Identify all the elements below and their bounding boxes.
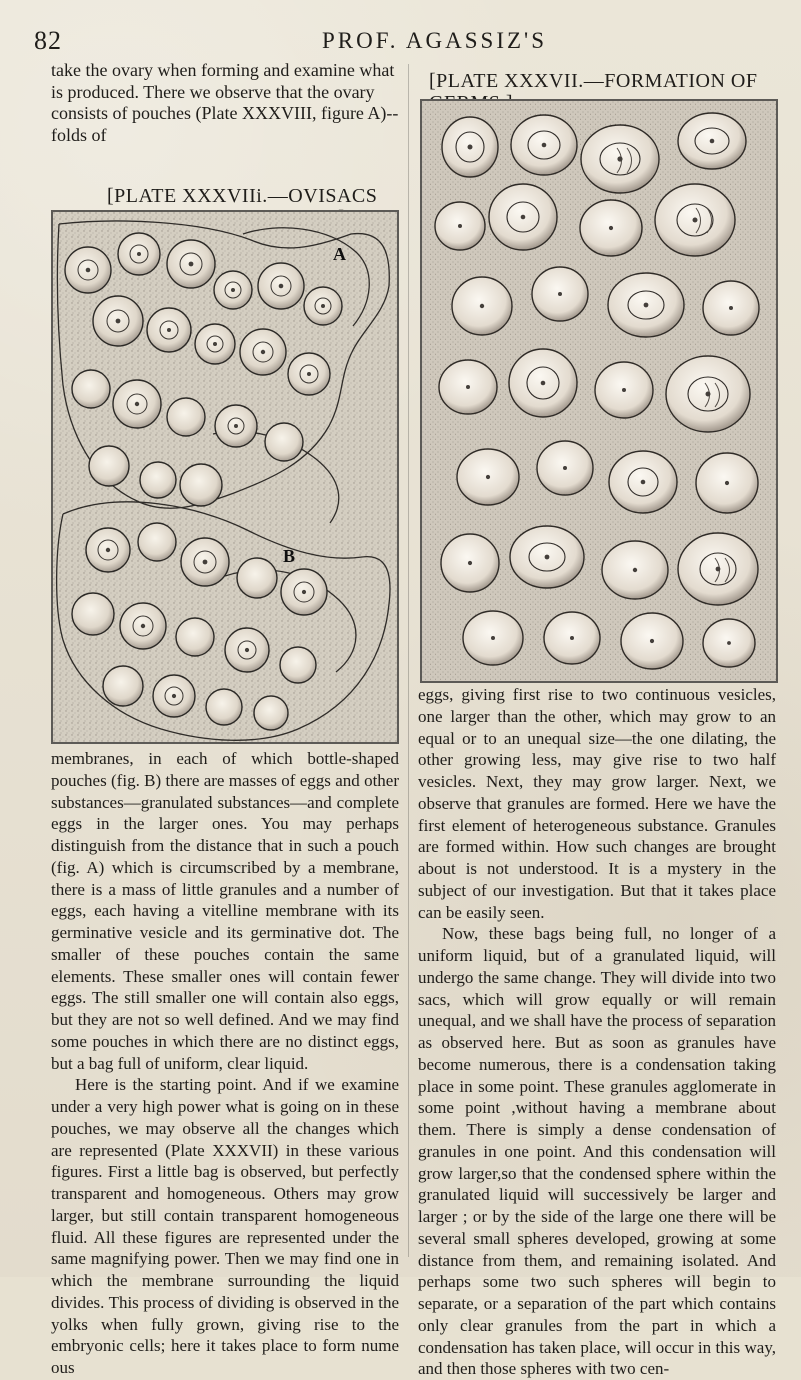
right-column	[418, 60, 776, 1379]
left-plate-caption: [PLATE XXXVIIi.—OVISACS	[107, 185, 378, 207]
right-paragraph-2: Now, these bags being full, no longer of a uniform liquid, but of a granulated liquid, will undergo the same change. They will divide into two sacs, which will grow equally or will remain unequal, and we shall have the process of separation as observed here. But as soon as granules have become numerous, there is a condensation taking place in some point. These granules agglomerate in some point ,without having a membrane about them. There is simply a dense condensation of granules in one point. And this condensation will grow larger,so that the condensed sphere within the granulated liquid will successively be larger and larger ; or by the side of the large one there will be several small spheres developed, growing at some distance from them, and remaining isolated. And perhaps some two such spheres will begin to separate, or a separation of the part which contains only clear granules from the part in which a condensation has taken place, will occur in this way, and then those spheres with two cen-	[418, 924, 776, 1379]
figure-label-b: B	[283, 546, 296, 566]
page-number: 82	[34, 26, 62, 55]
right-plate-caption: [PLATE XXXVII.—FORMATION OF	[429, 70, 758, 92]
germs-plate-illustration	[420, 99, 778, 683]
ovisacs-plate-illustration	[51, 210, 399, 744]
figure-label-a: A	[333, 244, 346, 264]
column-divider	[408, 64, 409, 1257]
right-body-text	[418, 684, 776, 1380]
running-head: PROF. AGASSIZ'S	[322, 28, 547, 53]
page-header	[34, 12, 774, 55]
right-paragraph-1: eggs, giving first rise to two continuous vesicles, one larger than the other, which may grow to an equal or to an unequal size—the one dilating, the other growing less, may give rise to two half vesicles. Next, they may grow larger. Next, we observe that granules are formed. Here we have the first element of heterogeneous substance. Granules are formed within. How such changes are brought about is not understood. It is a mystery in the subject of our investigation. But that it takes place can be easily seen.	[418, 685, 776, 922]
left-paragraph-1: membranes, in each of which bottle-shaped pouches (fig. B) there are masses of eggs and other substances—granulated substances—and complete eggs in the larger ones. You may perhaps distinguish from the distance that in such a pouch (fig. A) which is circumscribed by a membrane, there is a mass of little granules and a number of eggs, each having a vitelline membrane with its germinative vesicle and its germinative dot. The smaller of these pouches contain the same elements. These smaller ones will contain fewer eggs. The still smaller one will contain also eggs, but they are not so well defined. And we may find some pouches in which there are no distinct eggs, but a bag full of uniform, clear liquid.	[51, 749, 399, 1073]
left-paragraph-2: Here is the starting point. And if we examine under a very high power what is going on in these pouches, we may observe all the changes which are represented (Plate XXXVII) in these various figures. First a little bag is observed, but perfectly transparent and homogeneous. Others may grow larger, but still contain transparent homogeneous fluid. All these figures are represented under the same magnifying power. Then we may find one in which the membrane surrounding the liquid divides. This process of dividing is observed in the yolks when fully grown, giving rise to the embryonic cells; here it takes place to form nume ous	[51, 1075, 399, 1377]
left-body-text	[51, 748, 399, 1379]
left-opening-text: take the ovary when forming and examine what is produced. There we observe that the ovary consists of pouches (Plate XXXVIII, figure A)--folds of	[51, 60, 399, 145]
left-column	[51, 60, 399, 1377]
